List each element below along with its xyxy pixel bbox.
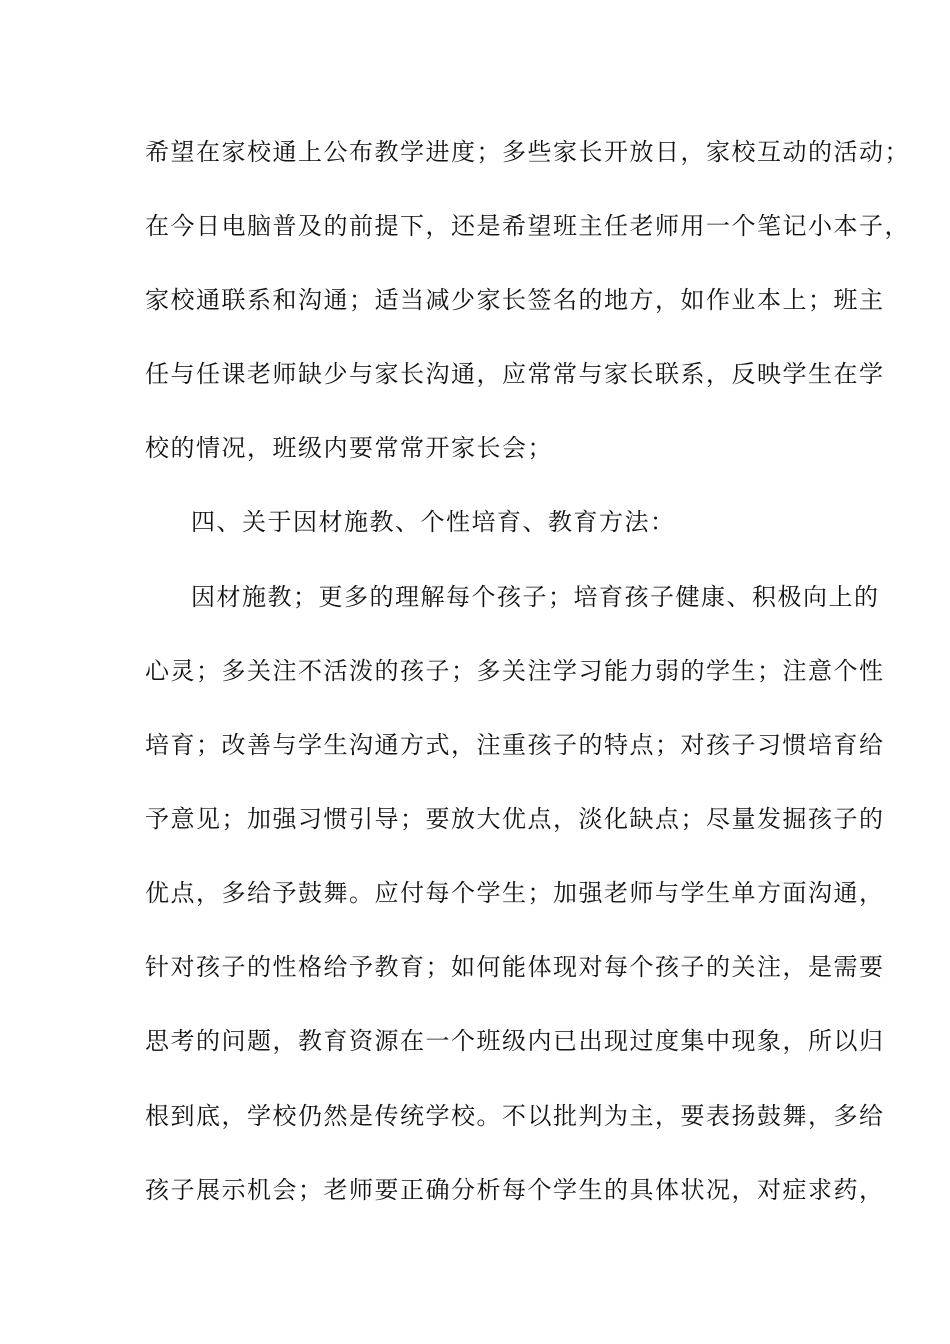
paragraph-line: 思考的问题，教育资源在一个班级内已出现过度集中现象，所以归 — [145, 1027, 885, 1055]
paragraph-line: 孩子展示机会；老师要正确分析每个学生的具体状况，对症求药， — [145, 1176, 885, 1204]
section-heading: 四、关于因材施教、个性培育、教育方法： — [191, 508, 676, 536]
paragraph-line: 校的情况，班级内要常常开家长会； — [145, 434, 553, 462]
paragraph-line: 心灵；多关注不活泼的孩子；多关注学习能力弱的学生；注意个性 — [145, 657, 885, 685]
paragraph-line: 予意见；加强习惯引导；要放大优点，淡化缺点；尽量发掘孩子的 — [145, 805, 885, 833]
paragraph-line: 优点，多给予鼓舞。应付每个学生；加强老师与学生单方面沟通， — [145, 879, 885, 907]
paragraph-line: 在今日电脑普及的前提下，还是希望班主任老师用一个笔记小本子， — [145, 212, 910, 240]
paragraph-line: 任与任课老师缺少与家长沟通，应常常与家长联系，反映学生在学 — [145, 360, 885, 388]
paragraph-line: 培育；改善与学生沟通方式，注重孩子的特点；对孩子习惯培育给 — [145, 731, 885, 759]
paragraph-line: 因材施教；更多的理解每个孩子；培育孩子健康、积极向上的 — [191, 583, 880, 611]
paragraph-line: 希望在家校通上公布教学进度；多些家长开放日，家校互动的活动； — [145, 138, 910, 166]
paragraph-line: 针对孩子的性格给予教育；如何能体现对每个孩子的关注，是需要 — [145, 953, 885, 981]
paragraph-line: 家校通联系和沟通；适当减少家长签名的地方，如作业本上；班主 — [145, 286, 885, 314]
paragraph-line: 根到底，学校仍然是传统学校。不以批判为主，要表扬鼓舞，多给 — [145, 1102, 885, 1130]
